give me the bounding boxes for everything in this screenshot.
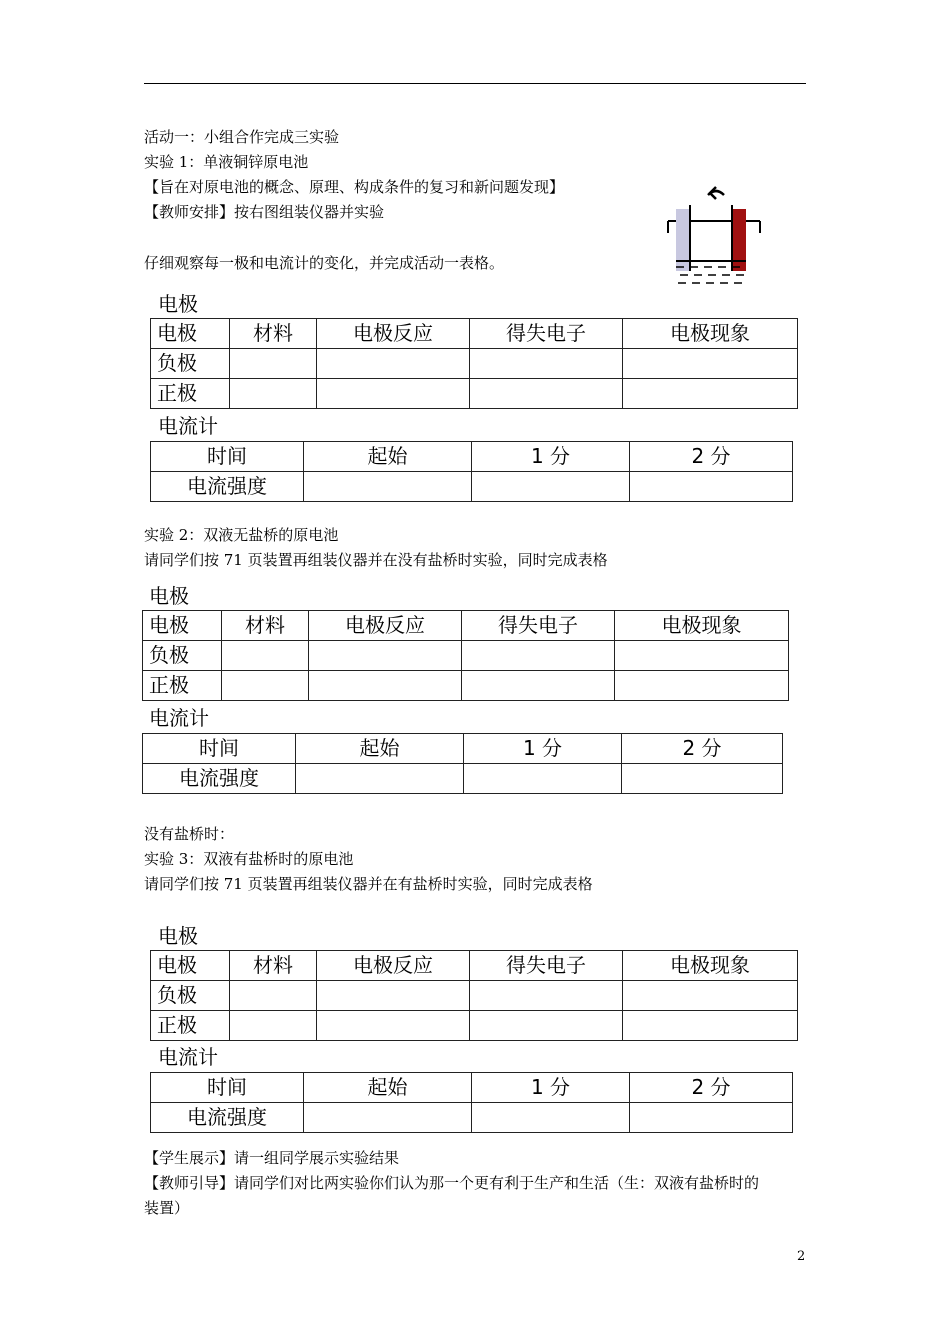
table-row: 时间 起始 1 分 2 分 xyxy=(151,442,793,472)
meter-caption: 电流计 xyxy=(149,706,209,730)
electrode-table-1 xyxy=(150,318,798,409)
exp1-instruction: 仔细观察每一极和电流计的变化，并完成活动一表格。 xyxy=(144,254,505,272)
table-row: 电极 材料 电极反应 得失电子 电极现象 xyxy=(143,611,789,641)
electrode-caption: 电极 xyxy=(158,924,198,948)
page-number: 2 xyxy=(797,1249,806,1264)
table-row: 负极 xyxy=(151,349,798,379)
meter-table-1 xyxy=(150,441,793,502)
meter-table-3 xyxy=(150,1072,793,1133)
electrode-caption: 电极 xyxy=(158,292,198,316)
exp2-instruction: 请同学们按 71 页装置再组装仪器并在没有盐桥时实验，同时完成表格 xyxy=(144,551,608,569)
electrode-caption: 电极 xyxy=(149,584,189,608)
no-salt-bridge-note: 没有盐桥时： xyxy=(144,825,235,843)
meter-caption: 电流计 xyxy=(158,414,218,438)
exp3-title: 实验 3：双液有盐桥时的原电池 xyxy=(144,850,354,868)
exp1-title: 实验 1：单液铜锌原电池 xyxy=(144,153,309,171)
table-row: 电极 材料 电极反应 得失电子 电极现象 xyxy=(151,951,798,981)
exp3-instruction: 请同学们按 71 页装置再组装仪器并在有盐桥时实验，同时完成表格 xyxy=(144,875,593,893)
table-row: 负极 xyxy=(151,981,798,1011)
table-row: 时间 起始 1 分 2 分 xyxy=(151,1073,793,1103)
table-row: 时间 起始 1 分 2 分 xyxy=(143,734,783,764)
activity-title: 活动一：小组合作完成三实验 xyxy=(144,128,340,146)
student-display: 【学生展示】请一组同学展示实验结果 xyxy=(144,1149,400,1167)
table-row: 电极 材料 电极反应 得失电子 电极现象 xyxy=(151,319,798,349)
table-row: 电流强度 xyxy=(143,764,783,794)
table-row: 正极 xyxy=(151,1011,798,1041)
exp1-aim: 【旨在对原电池的概念、原理、构成条件的复习和新问题发现】 xyxy=(144,178,565,196)
electrode-table-3 xyxy=(150,950,798,1041)
meter-table-2 xyxy=(142,733,783,794)
exp1-teacher-plan: 【教师安排】按右图组装仪器并实验 xyxy=(144,203,385,221)
table-row: 正极 xyxy=(151,379,798,409)
header-rule xyxy=(144,83,806,84)
electrode-table-2 xyxy=(142,610,789,701)
table-row: 负极 xyxy=(143,641,789,671)
teacher-guide-cont: 装置） xyxy=(144,1199,190,1217)
teacher-guide: 【教师引导】请同学们对比两实验你们认为那一个更有利于生产和生活（生：双液有盐桥时的 xyxy=(144,1174,760,1192)
table-row: 电流强度 xyxy=(151,1103,793,1133)
meter-caption: 电流计 xyxy=(158,1045,218,1069)
arrow-icon xyxy=(710,187,716,199)
galvanic-cell-figure xyxy=(660,185,770,285)
table-row: 正极 xyxy=(143,671,789,701)
table-row: 电流强度 xyxy=(151,472,793,502)
exp2-title: 实验 2：双液无盐桥的原电池 xyxy=(144,526,339,544)
